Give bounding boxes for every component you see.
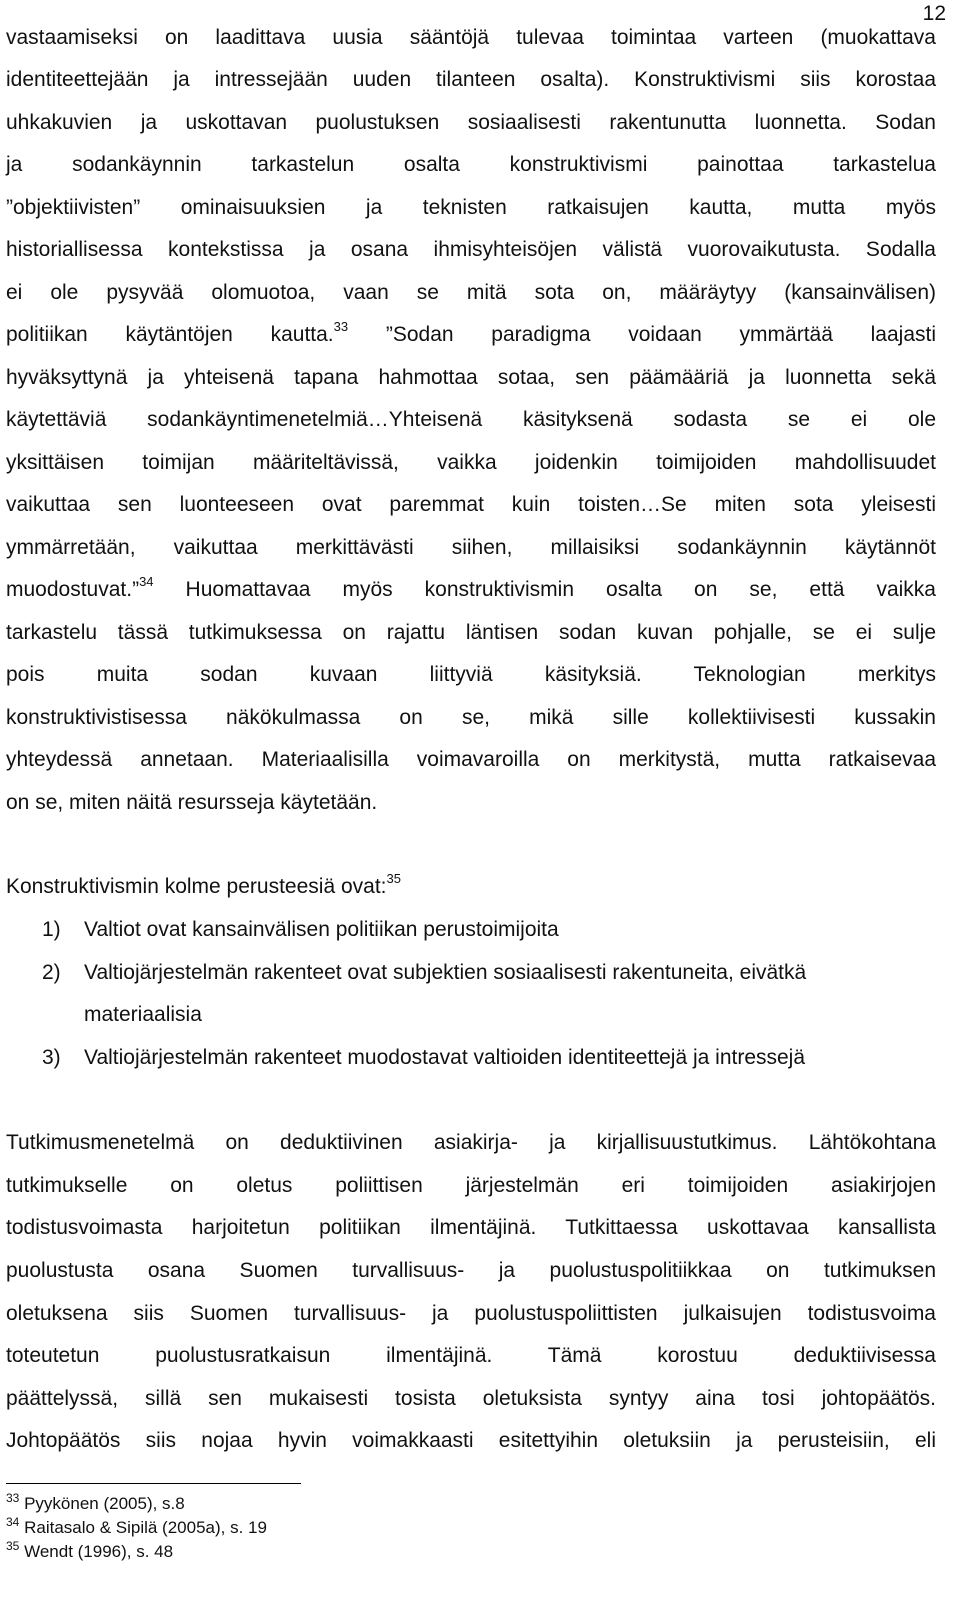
list-item (6, 1046, 936, 1076)
text-line: pois muita sodan kuvaan liittyviä käsityksiä. Teknologian merkitys (6, 663, 936, 686)
footnote-text: Pyykönen (2005), s.8 (24, 1494, 185, 1513)
text-line: hyväksyttynä ja yhteisenä tapana hahmottaa sotaa, sen päämääriä ja luonnetta sekä (6, 366, 936, 389)
text-line: käytettäviä sodankäyntimenetelmiä…Yhteisenä käsityksenä sodasta se ei ole (6, 408, 936, 431)
text-line: tarkastelu tässä tutkimuksessa on rajattu läntisen sodan kuvan pohjalle, se ei sulje (6, 621, 936, 644)
text-line: identiteettejään ja intressejään uuden tilanteen osalta). Konstruktivismi siis korostaa (6, 68, 936, 91)
text-line: konstruktivistisessa näkökulmassa on se, mikä sille kollektiivisesti kussakin (6, 706, 936, 729)
list-text: Valtiojärjestelmän rakenteet muodostavat valtioiden identiteettejä ja intressejä (84, 1046, 806, 1069)
text-line: Johtopäätös siis nojaa hyvin voimakkaasti esitettyihin oletuksiin ja perusteisiin, eli (6, 1429, 936, 1452)
text-line: vaikuttaa sen luonteeseen ovat paremmat kuin toisten…Se miten sota yleisesti (6, 493, 936, 516)
text-segment: ”Sodan paradigma voidaan ymmärtää laajasti (348, 323, 936, 346)
list-intro (6, 871, 936, 905)
footnote-separator (6, 1483, 301, 1484)
footnote-number: 34 (6, 1515, 20, 1529)
text-line: ja sodankäynnin tarkastelun osalta konstruktivismi painottaa tarkastelua (6, 153, 936, 176)
text-segment: politiikan käytäntöjen kautta. (6, 323, 334, 346)
list-item (6, 961, 936, 1033)
footnote (6, 1515, 267, 1538)
text-line: ymmärretään, vaikuttaa merkittävästi siihen, millaisiksi sodankäynnin käytännöt (6, 536, 936, 559)
page-number: 12 (922, 2, 946, 25)
list-intro-text: Konstruktivismin kolme perusteesiä ovat: (6, 875, 387, 898)
footnote (6, 1539, 174, 1562)
paragraph-1 (6, 26, 936, 816)
text-segment: Huomattavaa myös konstruktivismin osalta on se, että vaikka (153, 578, 936, 601)
text-line: toteutetun puolustusratkaisun ilmentäjinä. Tämä korostuu deduktiivisessa (6, 1344, 936, 1367)
list-text: Valtiojärjestelmän rakenteet ovat subjektien sosiaalisesti rakentuneita, eivätkä (84, 961, 807, 984)
text-line: vastaamiseksi on laadittava uusia sääntöjä tulevaa toimintaa varteen (muokattava (6, 26, 936, 49)
footnote-ref: 35 (386, 871, 401, 886)
footnote-text: Raitasalo & Sipilä (2005a), s. 19 (24, 1518, 267, 1537)
footnote-ref: 34 (139, 574, 154, 589)
text-line: ei ole pysyvää olomuotoa, vaan se mitä sota on, määräytyy (kansainvälisen) (6, 281, 936, 304)
list-number: 2) (42, 961, 61, 984)
list-text: Valtiot ovat kansainvälisen politiikan perustoimijoita (84, 918, 559, 941)
text-line-with-footnote-ref (6, 319, 936, 347)
text-line: todistusvoimasta harjoitetun politiikan ilmentäjinä. Tutkittaessa uskottavaa kansallista (6, 1216, 936, 1239)
footnote-number: 35 (6, 1539, 20, 1553)
text-line: historiallisessa kontekstissa ja osana ihmisyhteisöjen välistä vuorovaikutusta. Sodalla (6, 238, 936, 261)
text-line-with-footnote-ref (6, 574, 936, 602)
footnote-ref: 33 (333, 319, 349, 334)
text-line: ”objektiivisten” ominaisuuksien ja teknisten ratkaisujen kautta, mutta myös (6, 196, 936, 219)
text-line: yksittäisen toimijan määriteltävissä, vaikka joidenkin toimijoiden mahdollisuudet (6, 451, 936, 474)
text-line: puolustusta osana Suomen turvallisuus- ja puolustuspolitiikkaa on tutkimuksen (6, 1259, 936, 1282)
footnote (6, 1491, 185, 1514)
footnote-number: 33 (6, 1491, 20, 1505)
text-line: tutkimukselle on oletus poliittisen järjestelmän eri toimijoiden asiakirjojen (6, 1174, 936, 1197)
list-item (6, 918, 936, 948)
list-text: materiaalisia (84, 1003, 202, 1026)
list-number: 1) (42, 918, 61, 941)
text-line: päättelyssä, sillä sen mukaisesti tosista oletuksista syntyy aina tosi johtopäätös. (6, 1387, 936, 1410)
text-line: oletuksena siis Suomen turvallisuus- ja puolustuspoliittisten julkaisujen todistusvoima (6, 1302, 936, 1325)
thesis-list (6, 918, 936, 1069)
text-line-with-footnote-ref (6, 871, 936, 899)
text-line: yhteydessä annetaan. Materiaalisilla voimavaroilla on merkitystä, mutta ratkaisevaa (6, 748, 936, 771)
text-segment: muodostuvat.” (6, 578, 140, 601)
text-line: on se, miten näitä resursseja käytetään. (6, 791, 378, 814)
list-number: 3) (42, 1046, 61, 1069)
footnote-text: Wendt (1996), s. 48 (24, 1542, 174, 1561)
text-line: uhkakuvien ja uskottavan puolustuksen sosiaalisesti rakentunutta luonnetta. Sodan (6, 111, 936, 134)
text-line: Tutkimusmenetelmä on deduktiivinen asiakirja- ja kirjallisuustutkimus. Lähtökohtana (6, 1131, 936, 1154)
paragraph-2 (6, 1131, 936, 1471)
